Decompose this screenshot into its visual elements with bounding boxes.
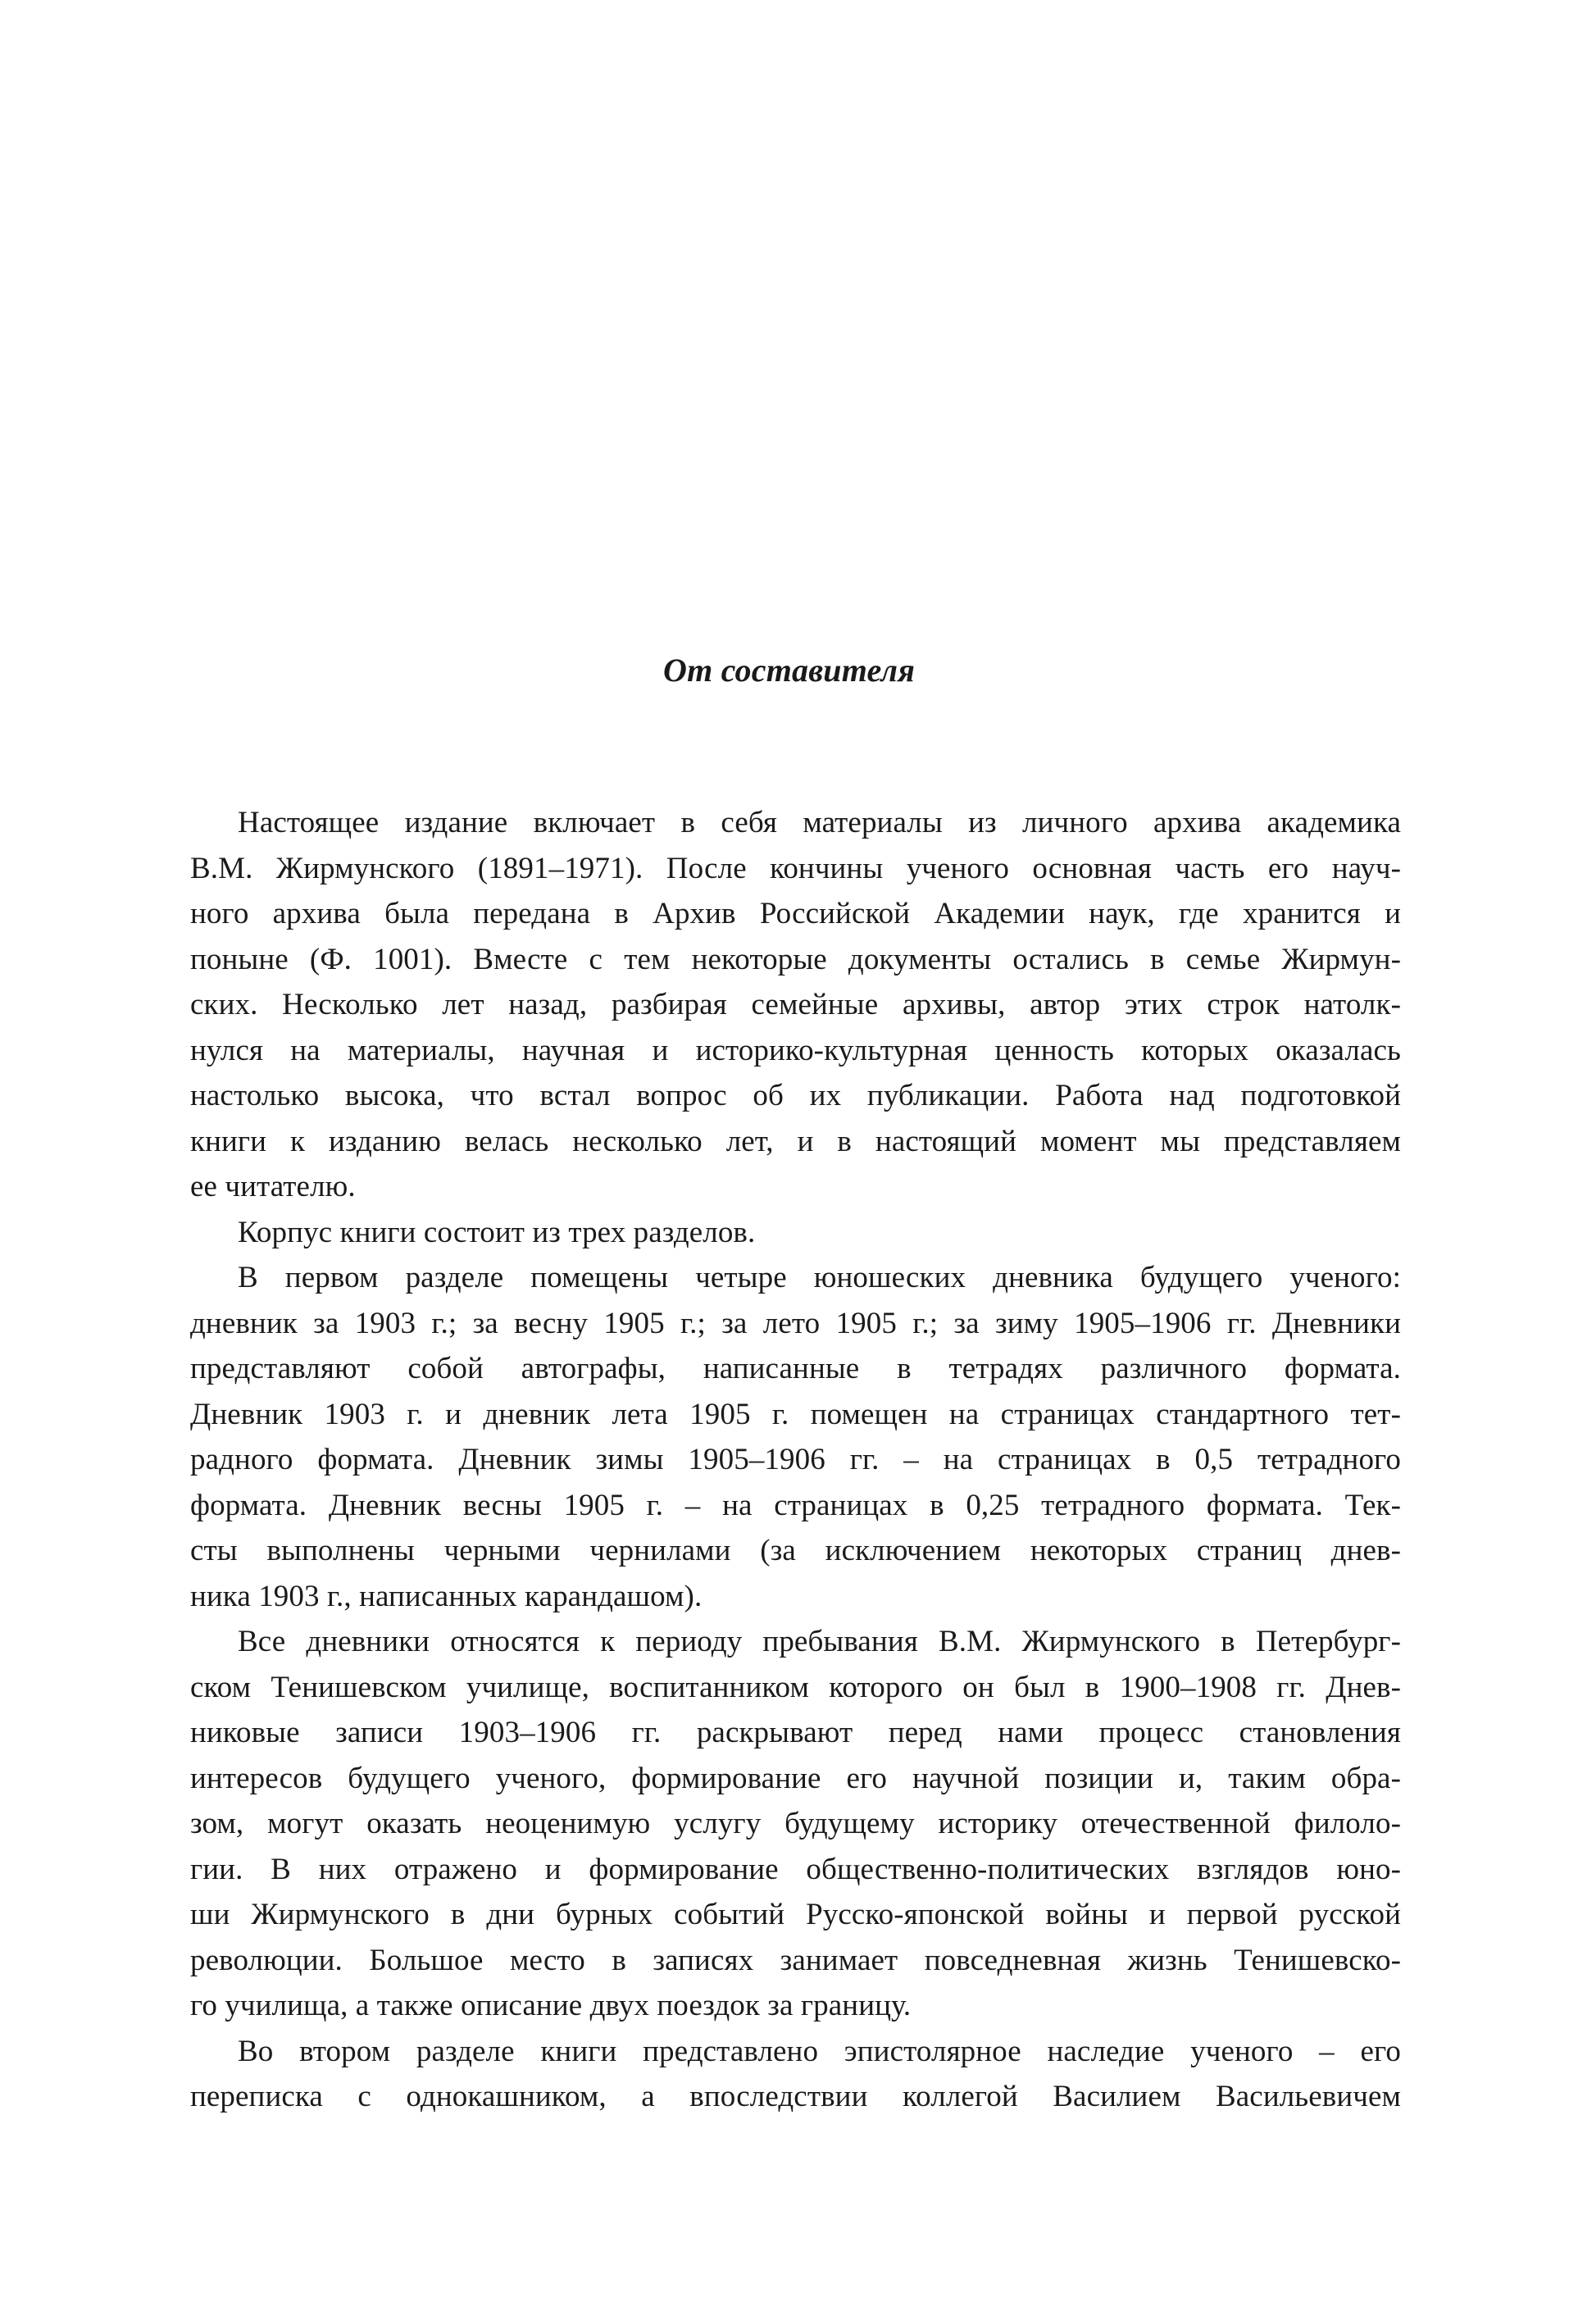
body-text — [190, 800, 1401, 2120]
text-line: Все дневники относятся к периоду пребывания В.М. Жирмунского в Петербург- — [238, 1625, 1401, 1658]
text-line: книги к изданию велась несколько лет, и в настоящий момент мы представляем — [190, 1124, 1401, 1158]
text-line: поныне (Ф. 1001). Вместе с тем некоторые документы остались в семье Жирмун- — [190, 942, 1401, 976]
text-line: радного формата. Дневник зимы 1905–1906 гг. – на страницах в 0,5 тетрадного — [190, 1443, 1401, 1476]
text-line: представляют собой автографы, написанные в тетрадях различного формата. — [190, 1352, 1401, 1385]
page-title: От составителя — [662, 652, 916, 689]
text-line: го училища, а также описание двух поездок за границу. — [190, 1989, 912, 2022]
text-line: Корпус книги состоит из трех разделов. — [238, 1215, 756, 1249]
text-line: В.М. Жирмунского (1891–1971). После кончины ученого основная часть его науч- — [190, 851, 1401, 885]
text-line: революции. Большое место в записях занимает повседневная жизнь Тенишевско- — [190, 1943, 1401, 1977]
text-line: настолько высока, что встал вопрос об их публикации. Работа над подготовкой — [190, 1079, 1401, 1112]
text-line: сты выполнены черными чернилами (за исключением некоторых страниц днев- — [190, 1534, 1401, 1567]
text-line: Настоящее издание включает в себя материалы из личного архива академика — [238, 806, 1401, 839]
text-line: ного архива была передана в Архив Российской Академии наук, где хранится и — [190, 897, 1401, 930]
text-line: никовые записи 1903–1906 гг. раскрывают перед нами процесс становления — [190, 1716, 1401, 1749]
text-line: ее читателю. — [190, 1170, 356, 1203]
text-line: ских. Несколько лет назад, разбирая семейные архивы, автор этих строк натолк- — [190, 988, 1401, 1021]
text-line: Дневник 1903 г. и дневник лета 1905 г. помещен на страницах стандартного тет- — [190, 1397, 1401, 1431]
text-line: В первом разделе помещены четыре юношеских дневника будущего ученого: — [238, 1261, 1401, 1294]
text-line: гии. В них отражено и формирование общественно-политических взглядов юно- — [190, 1852, 1401, 1886]
text-line: дневник за 1903 г.; за весну 1905 г.; за лето 1905 г.; за зиму 1905–1906 гг. Дневники — [190, 1306, 1401, 1340]
text-line: ши Жирмунского в дни бурных событий Русско-японской войны и первой русской — [190, 1898, 1401, 1931]
text-line: переписка с однокашником, а впоследствии коллегой Василием Васильевичем — [190, 2080, 1401, 2113]
text-line: ском Тенишевском училище, воспитанником которого он был в 1900–1908 гг. Днев- — [190, 1670, 1401, 1704]
text-line: интересов будущего ученого, формирование его научной позиции и, таким обра- — [190, 1761, 1401, 1795]
text-line: ника 1903 г., написанных карандашом). — [190, 1579, 703, 1613]
text-line: Во втором разделе книги представлено эпистолярное наследие ученого – его — [238, 2034, 1401, 2068]
text-line: формата. Дневник весны 1905 г. – на страницах в 0,25 тетрадного формата. Тек- — [190, 1488, 1401, 1522]
text-line: зом, могут оказать неоценимую услугу будущему историку отечественной филоло- — [190, 1807, 1401, 1840]
text-line: нулся на материалы, научная и историко-культурная ценность которых оказалась — [190, 1033, 1401, 1067]
